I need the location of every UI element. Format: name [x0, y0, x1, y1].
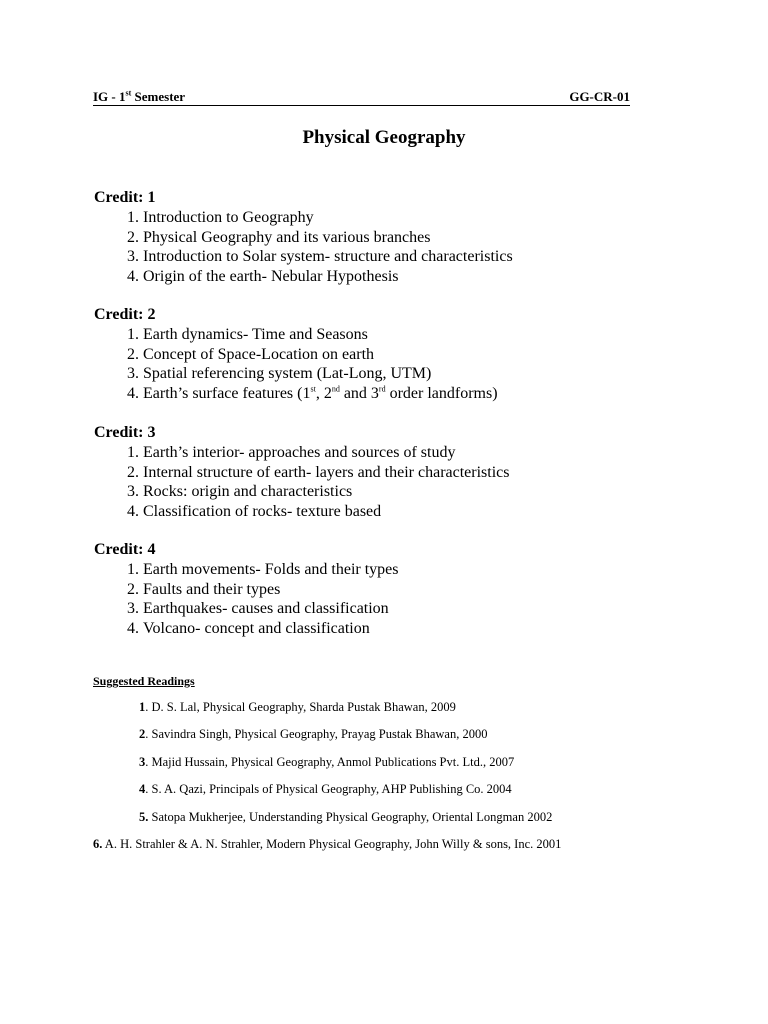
credit-heading: Credit: 2 [94, 306, 156, 323]
item-text: Introduction to Geography [143, 209, 314, 226]
item-text: Concept of Space-Location on earth [143, 345, 375, 363]
text-fragment: and 3 [339, 384, 379, 402]
reading-item [139, 810, 552, 825]
list-item [94, 384, 654, 404]
list-item [94, 228, 654, 248]
reading-item [139, 755, 514, 770]
list-item [94, 560, 654, 580]
list-item [94, 267, 654, 287]
ordinal-suffix: rd [378, 384, 386, 394]
item-text [143, 385, 498, 402]
topic-list [94, 325, 654, 403]
list-item [94, 345, 654, 365]
list-item [94, 599, 654, 619]
readings-heading: Suggested Readings [93, 674, 195, 688]
item-number: 1. [127, 561, 139, 578]
item-text: Origin of the earth- Nebular Hypothesis [143, 267, 399, 285]
item-text: Faults and their types [143, 580, 281, 598]
ordinal-suffix: nd [331, 384, 340, 394]
reading-item [139, 727, 487, 742]
item-text: Introduction to Solar system- structure and characteristics [143, 248, 513, 266]
item-text: Physical Geography and its various branches [143, 228, 431, 246]
list-item [94, 463, 654, 483]
item-text: Earth’s interior- approaches and sources of study [143, 444, 456, 461]
item-number: 4. [127, 384, 139, 402]
item-number: 4. [127, 502, 139, 520]
item-number: 1. [127, 209, 139, 226]
item-number: 2. [127, 345, 139, 363]
item-number: 4. [127, 267, 139, 285]
credit-heading: Credit: 1 [94, 189, 156, 206]
course-code: GG-CR-01 [569, 89, 630, 104]
credit-section-4 [94, 540, 654, 638]
list-item [94, 502, 654, 522]
item-number: 1. [127, 444, 139, 461]
semester-label [93, 89, 185, 105]
page-header [93, 88, 630, 106]
list-item [94, 208, 654, 228]
topic-list [94, 208, 654, 286]
item-text: Internal structure of earth- layers and their characteristics [143, 463, 510, 481]
item-text: Volcano- concept and classification [143, 619, 370, 637]
item-number: 2. [127, 228, 139, 246]
reading-text: . D. S. Lal, Physical Geography, Sharda Pustak Bhawan, 2009 [145, 700, 456, 714]
reading-text: . Savindra Singh, Physical Geography, Prayag Pustak Bhawan, 2000 [145, 727, 488, 741]
semester-ordinal: st [125, 88, 132, 98]
item-text: Earthquakes- causes and classification [143, 600, 389, 618]
reading-item [93, 837, 561, 852]
item-number: 2. [127, 463, 139, 481]
item-number: 3. [127, 483, 139, 501]
item-text: Earth dynamics- Time and Seasons [143, 326, 368, 343]
item-text: Earth movements- Folds and their types [143, 561, 399, 578]
item-number: 3. [127, 365, 139, 383]
list-item [94, 364, 654, 384]
reading-number: 6. [93, 837, 103, 851]
credit-heading: Credit: 4 [94, 541, 156, 558]
page-title: Physical Geography [302, 127, 466, 148]
reading-number: 1 [139, 700, 146, 714]
credit-heading: Credit: 3 [94, 424, 156, 441]
item-number: 4. [127, 619, 139, 637]
reading-number: 2 [139, 727, 146, 741]
item-number: 1. [127, 326, 139, 343]
reading-text: Satopa Mukherjee, Understanding Physical Geography, Oriental Longman 2002 [148, 810, 553, 824]
item-text: Classification of rocks- texture based [143, 502, 382, 520]
reading-text: A. H. Strahler & A. N. Strahler, Modern Physical Geography, John Willy & sons, Inc. 2001 [102, 837, 562, 851]
reading-text: . S. A. Qazi, Principals of Physical Geography, AHP Publishing Co. 2004 [145, 782, 512, 796]
credit-section-2 [94, 305, 654, 403]
item-number: 3. [127, 600, 139, 618]
credit-section-3 [94, 423, 654, 521]
text-fragment: Earth’s surface features (1 [143, 384, 311, 402]
topic-list [94, 443, 654, 521]
text-fragment: , 2 [315, 384, 332, 402]
list-item [94, 619, 654, 639]
item-number: 3. [127, 248, 139, 266]
list-item [94, 325, 654, 345]
reading-number: 5. [139, 810, 149, 824]
text-fragment: order landforms) [385, 384, 498, 402]
reading-item [139, 700, 456, 715]
semester-suffix: Semester [131, 89, 186, 104]
item-text: Spatial referencing system (Lat-Long, UTM) [143, 365, 432, 383]
list-item [94, 247, 654, 267]
reading-number: 4 [139, 782, 146, 796]
list-item [94, 580, 654, 600]
ordinal-suffix: st [310, 384, 316, 394]
item-number: 2. [127, 580, 139, 598]
item-text: Rocks: origin and characteristics [143, 483, 353, 501]
topic-list [94, 560, 654, 638]
list-item [94, 482, 654, 502]
reading-text: . Majid Hussain, Physical Geography, Anmol Publications Pvt. Ltd., 2007 [145, 755, 515, 769]
reading-item [139, 782, 512, 797]
credit-section-1 [94, 188, 654, 286]
list-item [94, 443, 654, 463]
semester-prefix: IG - 1 [93, 89, 126, 104]
reading-number: 3 [139, 755, 146, 769]
